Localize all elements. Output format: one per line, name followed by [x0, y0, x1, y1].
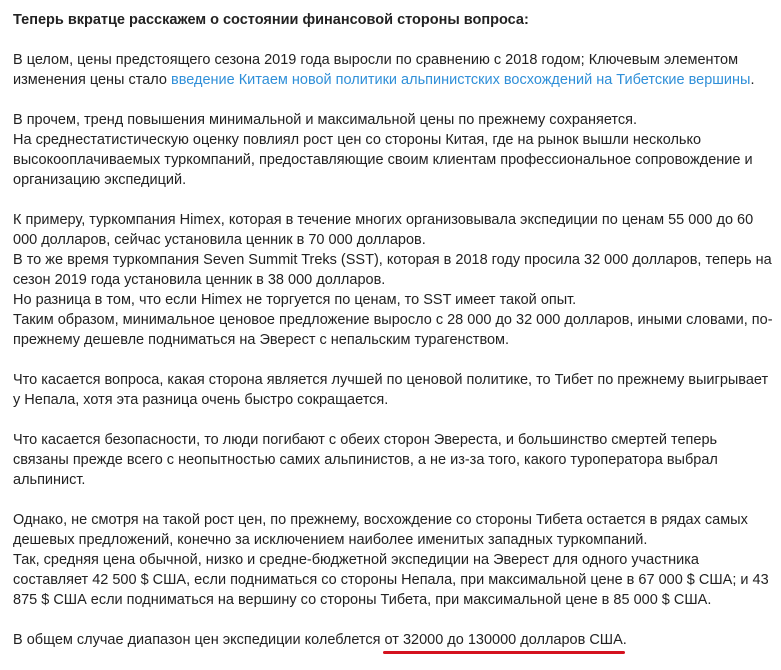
- paragraph-company-examples: [13, 210, 773, 350]
- article-body: [13, 10, 773, 670]
- paragraph-line: На среднестатистическую оценку повлиял рост цен со стороны Китая, где на рынок вышли несколько высокооплачиваемых туркомпаний, предоставляющие своим клиентам профессиональное сопровождение и организацию экспедиций.: [13, 132, 753, 188]
- paragraph-line: Но разница в том, что если Himex не торгуется по ценам, то SST имеет такой опыт.: [13, 292, 577, 308]
- price-range-highlight: [385, 630, 623, 650]
- red-underline-mark: [383, 651, 625, 654]
- paragraph-line: Таким образом, минимальное ценовое предложение выросло с 28 000 до 32 000 долларов, иными словами, по-прежнему дешевле подниматься на Эверест с непальским турагенством.: [13, 312, 773, 348]
- paragraph-punctuation: .: [750, 72, 755, 88]
- paragraph-price-trend: [13, 110, 773, 190]
- paragraph-line: Так, средняя цена обычной, низко и средне-бюджетной экспедиции на Эверест для одного участника составляет 42 500 $ США, если подниматься со стороны Непала, при максимальной цене в 67 000 $ США; и 43 875 $ США если подниматься на вершину со стороны Тибета, при максимальной цене в 85 000 $ США.: [13, 552, 769, 608]
- paragraph-line: Однако, не смотря на такой рост цен, по прежнему, восхождение со стороны Тибета остается в рядах самых дешевых предложений, конечно за исключением наиболее именитых западных туркомпаний.: [13, 512, 748, 548]
- paragraph-punctuation: .: [622, 632, 627, 648]
- paragraph-line: В то же время туркомпания Seven Summit Treks (SST), которая в 2018 году просила 32 000 долларов, теперь на сезон 2019 года установила ценник в 38 000 долларов.: [13, 252, 772, 288]
- paragraph-safety: Что касается безопасности, то люди погибают с обеих сторон Эвереста, и большинство смертей теперь связаны прежде всего с неопытностью самих альпинистов, а не из-за того, какого туроператора выбрал альпинист.: [13, 432, 718, 488]
- china-policy-link[interactable]: введение Китаем новой политики альпинистских восхождений на Тибетские вершины: [171, 72, 751, 88]
- paragraph-tibet-vs-nepal: Что касается вопроса, какая сторона является лучшей по ценовой политике, то Тибет по прежнему выигрывает у Непала, хотя эта разница очень быстро сокращается.: [13, 372, 769, 408]
- price-range-text: от 32000 до 130000 долларов США: [384, 632, 623, 648]
- paragraph-line: В прочем, тренд повышения минимальной и максимальной цены по прежнему сохраняется.: [13, 112, 638, 128]
- paragraph-price-increase: [13, 50, 773, 90]
- paragraph-line: К примеру, туркомпания Himex, которая в течение многих организовывала экспедиции по ценам 55 000 до 60 000 долларов, сейчас установила ценник в 70 000 долларов.: [13, 212, 754, 248]
- paragraph-text: В целом, цены предстоящего сезона 2019 года выросли по сравнению с 2018 годом; Ключевым элементом изменения цены стало: [13, 52, 739, 88]
- paragraph-average-price: [13, 510, 773, 610]
- paragraph-text: В общем случае диапазон цен экспедиции колеблется: [13, 632, 385, 648]
- paragraph-price-range: [13, 630, 773, 650]
- section-heading: Теперь вкратце расскажем о состоянии финансовой стороны вопроса:: [13, 12, 529, 28]
